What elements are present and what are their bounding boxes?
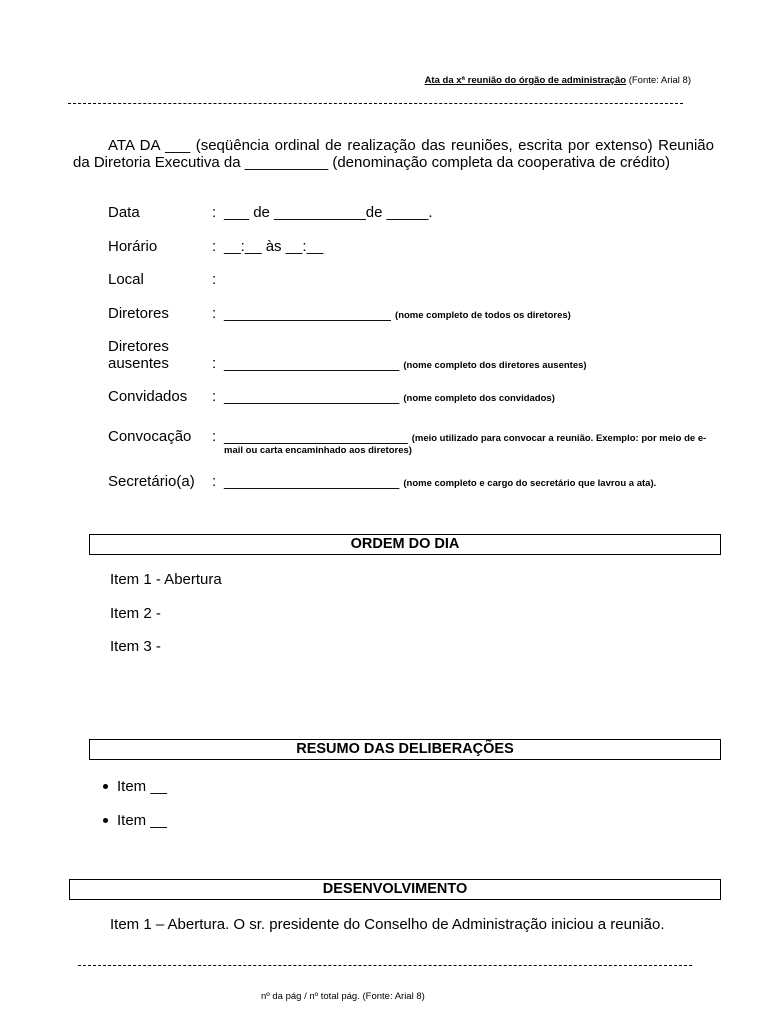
field-ausentes-value-wrap bbox=[224, 355, 587, 372]
desenvolvimento-text: Item 1 – Abertura. O sr. presidente do Conselho de Administração iniciou a reunião. bbox=[110, 916, 665, 933]
bullet-icon bbox=[103, 784, 108, 789]
field-secretario-label: Secretário(a) bbox=[108, 473, 195, 490]
field-ausentes-label bbox=[108, 338, 169, 372]
section-desenvolvimento bbox=[69, 879, 721, 900]
field-convocacao-label: Convocação bbox=[108, 428, 192, 445]
ordem-title: ORDEM DO DIA bbox=[350, 536, 460, 552]
field-convidados-value-wrap bbox=[224, 388, 555, 405]
section-ordem-do-dia bbox=[89, 534, 721, 555]
bottom-divider bbox=[78, 965, 692, 966]
field-convidados-value: _____________________ bbox=[224, 388, 400, 405]
field-convidados-note: (nome completo dos convidados) bbox=[403, 393, 555, 404]
field-convocacao-value-wrap bbox=[224, 428, 706, 445]
intro-paragraph bbox=[73, 137, 714, 171]
field-data-label: Data bbox=[108, 204, 140, 221]
field-secretario-colon: : bbox=[212, 473, 217, 490]
resumo-title: RESUMO DAS DELIBERAÇÕES bbox=[296, 741, 514, 757]
resumo-item-2 bbox=[103, 812, 167, 829]
field-ausentes-note: (nome completo dos diretores ausentes) bbox=[403, 360, 587, 371]
field-local-colon: : bbox=[212, 271, 217, 288]
ordem-item-2: Item 2 - bbox=[110, 605, 161, 622]
header-font-note: (Fonte: Arial 8) bbox=[628, 75, 691, 86]
field-convocacao-note-1: (meio utilizado para convocar a reunião. Exemplo: por meio de e- bbox=[411, 433, 707, 444]
field-ausentes-label-1: Diretores bbox=[108, 338, 169, 355]
intro-text: ATA DA ___ (seqüência ordinal de realização das reuniões, escrita por extenso) Reunião da Diretoria Executiva da __________ (denominação completa da cooperativa de crédito) bbox=[73, 137, 714, 171]
ordem-item-1: Item 1 - Abertura bbox=[110, 571, 222, 588]
field-convidados-colon: : bbox=[212, 388, 217, 405]
field-convocacao-note-2: mail ou carta encaminhado aos diretores) bbox=[224, 445, 412, 456]
field-diretores-value-wrap bbox=[224, 305, 571, 322]
field-secretario-value: _____________________ bbox=[224, 473, 400, 490]
field-data-colon: : bbox=[212, 204, 217, 221]
field-horario-label: Horário bbox=[108, 238, 158, 255]
section-resumo bbox=[89, 739, 721, 760]
header-title: Ata da xª reunião do órgão de administração bbox=[424, 75, 627, 86]
field-ausentes-label-2: ausentes bbox=[108, 355, 169, 372]
resumo-item-1-text: Item __ bbox=[117, 778, 168, 795]
resumo-item-2-text: Item __ bbox=[117, 812, 168, 829]
ordem-item-3: Item 3 - bbox=[110, 638, 161, 655]
field-diretores-label: Diretores bbox=[108, 305, 169, 322]
field-secretario-value-wrap bbox=[224, 473, 656, 490]
desenvolvimento-title: DESENVOLVIMENTO bbox=[322, 881, 468, 897]
field-data-value: ___ de ___________de _____. bbox=[224, 204, 433, 221]
field-diretores-colon: : bbox=[212, 305, 217, 322]
field-ausentes-value: _____________________ bbox=[224, 355, 400, 372]
field-horario-value: __:__ às __:__ bbox=[224, 238, 324, 255]
field-convocacao-colon: : bbox=[212, 428, 217, 445]
field-ausentes-colon: : bbox=[212, 355, 217, 372]
field-local-label: Local bbox=[108, 271, 144, 288]
field-diretores-value: ____________________ bbox=[224, 305, 391, 322]
field-convocacao-value: ______________________ bbox=[224, 428, 408, 445]
footer-note: nº da pág / nº total pág. (Fonte: Arial 8) bbox=[261, 991, 425, 1002]
field-diretores-note: (nome completo de todos os diretores) bbox=[395, 310, 571, 321]
resumo-item-1 bbox=[103, 778, 167, 795]
field-secretario-note: (nome completo e cargo do secretário que lavrou a ata). bbox=[403, 478, 657, 489]
top-divider bbox=[68, 103, 683, 104]
header-note bbox=[425, 75, 691, 86]
bullet-icon bbox=[103, 818, 108, 823]
field-convidados-label: Convidados bbox=[108, 388, 188, 405]
field-horario-colon: : bbox=[212, 238, 217, 255]
